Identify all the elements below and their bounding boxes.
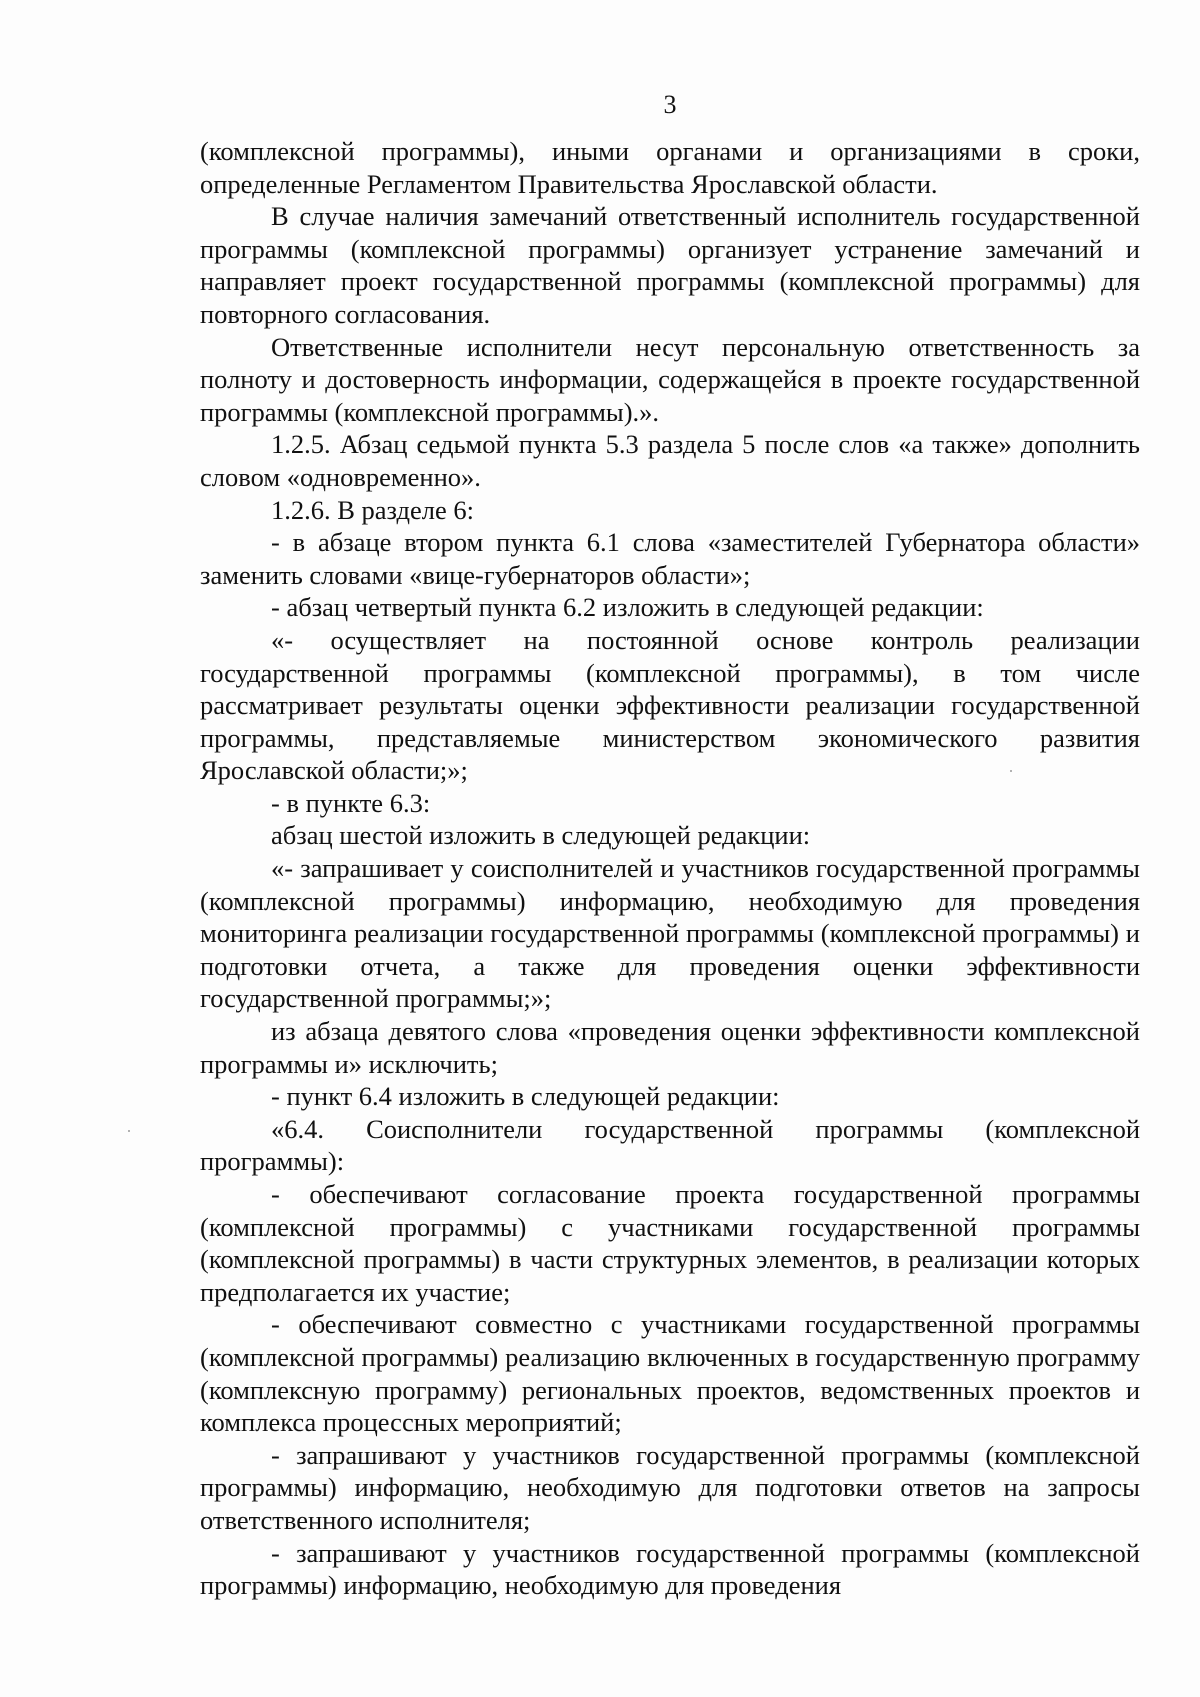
paragraph-15: - обеспечивают согласование проекта государственной программы (комплексной программы) с участниками государственной программы (комплексной программы) в части структурных элементов, в реализации которых предполагается их участие; bbox=[200, 1179, 1140, 1307]
paragraph-10: абзац шестой изложить в следующей редакции: bbox=[271, 820, 811, 851]
paragraph-1: (комплексной программы), иными органами и организациями в сроки, определенные Регламентом Правительства Ярославской области. bbox=[200, 136, 1140, 199]
paragraph-3: Ответственные исполнители несут персональную ответственность за полноту и достоверность информации, содержащейся в проекте государственной программы (комплексной программы).». bbox=[200, 331, 1140, 427]
paragraph-4: 1.2.5. Абзац седьмой пункта 5.3 раздела 5 после слов «а также» дополнить словом «одновременно». bbox=[200, 429, 1140, 492]
paragraph-13: - пункт 6.4 изложить в следующей редакции: bbox=[271, 1081, 780, 1112]
paragraph-12: из абзаца девятого слова «проведения оценки эффективности комплексной программы и» исключить; bbox=[200, 1016, 1140, 1079]
paragraph-14: «6.4. Соисполнители государственной программы (комплексной программы): bbox=[200, 1113, 1140, 1177]
paragraph-16: - обеспечивают совместно с участниками государственной программы (комплексной программы) реализацию включенных в государственную программу (комплексную программу) региональных проектов, ведомственных проектов и комплекса процессных мероприятий; bbox=[200, 1309, 1140, 1438]
paragraph-11: «- запрашивает у соисполнителей и участников государственной программы (комплексной программы) информацию, необходимую для проведения мониторинга реализации государственной программы (комплексной программы) и подготовки отчета, а также для проведения оценки эффективности государственной программы;»; bbox=[200, 853, 1140, 1014]
paragraph-2: В случае наличия замечаний ответственный исполнитель государственной программы (комплексной программы) организует устранение замечаний и направляет проект государственной программы (комплексной программы) для повторного согласования. bbox=[200, 201, 1140, 329]
page-number: 3 bbox=[663, 90, 677, 119]
paragraph-18: - запрашивают у участников государственной программы (комплексной программы) информацию, необходимую для проведения bbox=[200, 1537, 1140, 1601]
scan-speck bbox=[128, 1130, 130, 1132]
paragraph-5: 1.2.6. В разделе 6: bbox=[271, 494, 475, 525]
paragraph-7: - абзац четвертый пункта 6.2 изложить в следующей редакции: bbox=[271, 592, 984, 623]
paragraph-6: - в абзаце втором пункта 6.1 слова «заместителей Губернатора области» заменить словами «вице-губернаторов области»; bbox=[200, 527, 1140, 590]
document-body bbox=[200, 135, 1140, 1602]
scan-speck bbox=[1010, 770, 1012, 772]
paragraph-9: - в пункте 6.3: bbox=[271, 787, 431, 818]
paragraph-8: «- осуществляет на постоянной основе контроль реализации государственной программы (комплексной программы), в том числе рассматривает результаты оценки эффективности реализации государственной программы, представляемые министерством экономического развития Ярославской области;»; bbox=[200, 624, 1140, 786]
paragraph-17: - запрашивают у участников государственной программы (комплексной программы) информацию, необходимую для подготовки ответов на запросы ответственного исполнителя; bbox=[200, 1439, 1140, 1535]
